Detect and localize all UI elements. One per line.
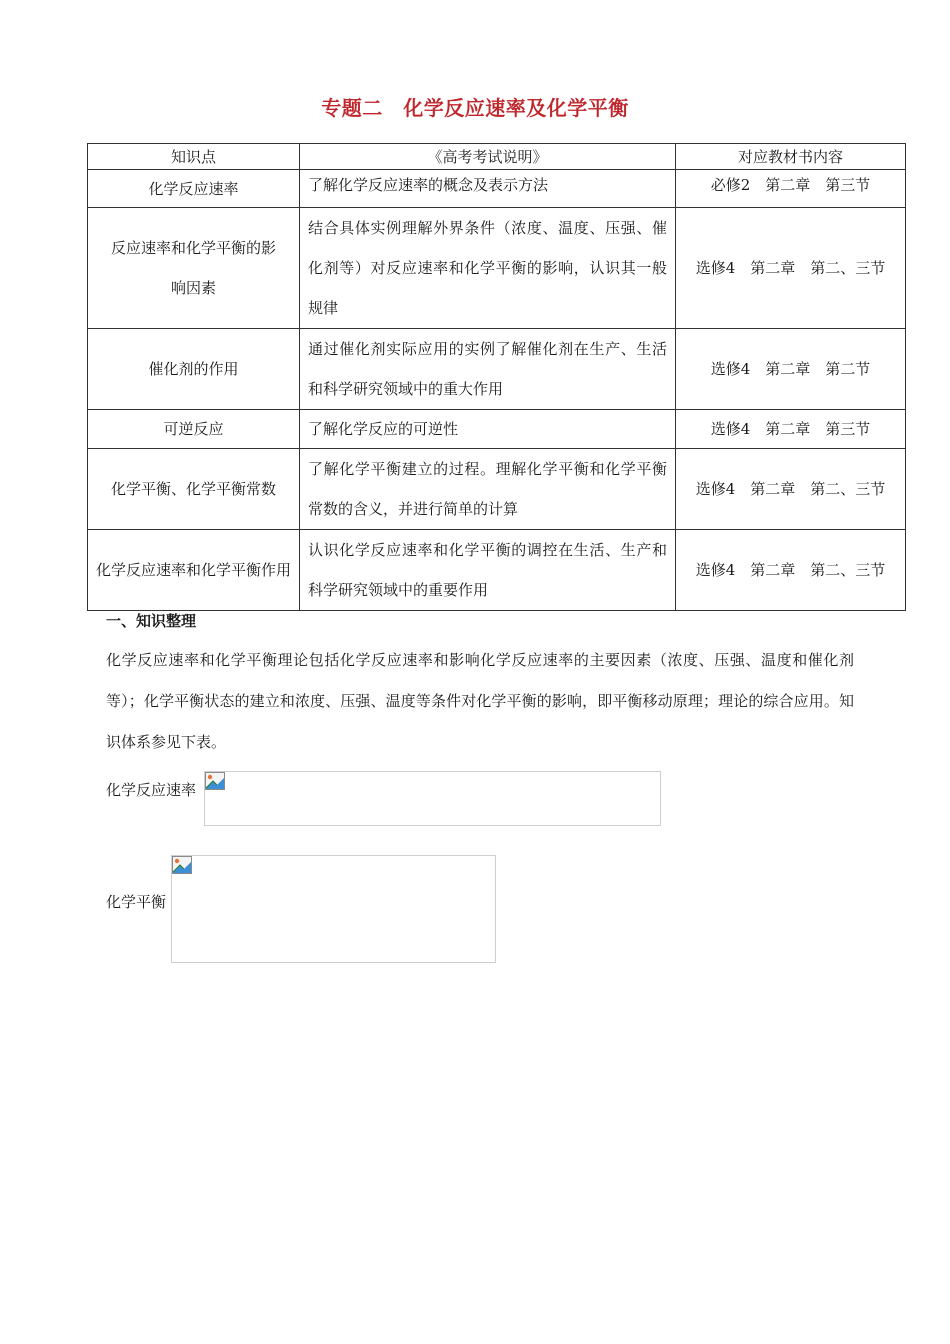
row-ref-text: 选修4 第二章 第二、三节: [695, 561, 886, 579]
row-desc-text: 了解化学平衡建立的过程。理解化学平衡和化学平衡常数的含义，并进行简单的计算: [308, 460, 667, 518]
row-desc-text: 通过催化剂实际应用的实例了解催化剂在生产、生活和科学研究领域中的重大作用: [308, 340, 667, 398]
table-row: [88, 410, 906, 449]
row-topic: [88, 449, 300, 530]
syllabus-table: [87, 143, 906, 611]
row-desc-text: 认识化学反应速率和化学平衡的调控在生活、生产和科学研究领域中的重要作用: [308, 541, 667, 599]
row-desc: 了解化学反应的可逆性: [300, 410, 676, 449]
row-ref: [676, 530, 906, 611]
header-topic: 知识点: [88, 144, 300, 170]
figure-image-equilibrium: [171, 855, 496, 963]
header-exam-guide: 《高考考试说明》: [300, 144, 676, 170]
table-row: [88, 208, 906, 329]
row-desc: 了解化学反应速率的概念及表示方法: [300, 170, 676, 208]
figure-label-equilibrium: 化学平衡: [106, 893, 167, 911]
header-textbook: 对应教材书内容: [676, 144, 906, 170]
table-header-row: [88, 144, 906, 170]
table-row: [88, 170, 906, 208]
figure-image-rate: [204, 771, 661, 826]
row-desc: [300, 530, 676, 611]
row-topic: 可逆反应: [88, 410, 300, 449]
figure-label-rate: 化学反应速率: [106, 781, 197, 799]
table-row: [88, 449, 906, 530]
row-topic: [88, 530, 300, 611]
row-ref: 选修4 第二章 第三节: [676, 410, 906, 449]
row-topic-text: 反应速率和化学平衡的影响因素: [110, 239, 276, 297]
row-ref: 必修2 第二章 第三节: [676, 170, 906, 208]
broken-image-icon: [172, 856, 192, 874]
row-ref: 选修4 第二章 第二节: [676, 329, 906, 410]
broken-image-icon: [205, 772, 225, 790]
row-topic: [88, 208, 300, 329]
row-desc: [300, 449, 676, 530]
section-paragraph: 化学反应速率和化学平衡理论包括化学反应速率和影响化学反应速率的主要因素（浓度、压强、温度和催化剂等）；化学平衡状态的建立和浓度、压强、温度等条件对化学平衡的影响，即平衡移动原理；理论的综合应用。知识体系参见下表。: [106, 651, 854, 751]
row-topic: 化学反应速率: [88, 170, 300, 208]
row-topic-text: 化学平衡、化学平衡常数: [110, 480, 276, 498]
row-desc-text: 结合具体实例理解外界条件（浓度、温度、压强、催化剂等）对反应速率和化学平衡的影响，认识其一般规律: [308, 219, 667, 317]
row-ref: [676, 449, 906, 530]
table-row: [88, 530, 906, 611]
row-ref: [676, 208, 906, 329]
page-title: 专题二 化学反应速率及化学平衡: [321, 96, 629, 120]
row-ref-text: 选修4 第二章 第二、三节: [695, 480, 886, 498]
table-row: [88, 329, 906, 410]
row-topic: 催化剂的作用: [88, 329, 300, 410]
row-topic-text: 化学反应速率和化学平衡作用: [96, 561, 292, 579]
row-ref-text: 选修4 第二章 第二、三节: [695, 259, 886, 277]
section-heading: 一、知识整理: [106, 612, 197, 630]
row-desc: [300, 329, 676, 410]
row-desc: [300, 208, 676, 329]
